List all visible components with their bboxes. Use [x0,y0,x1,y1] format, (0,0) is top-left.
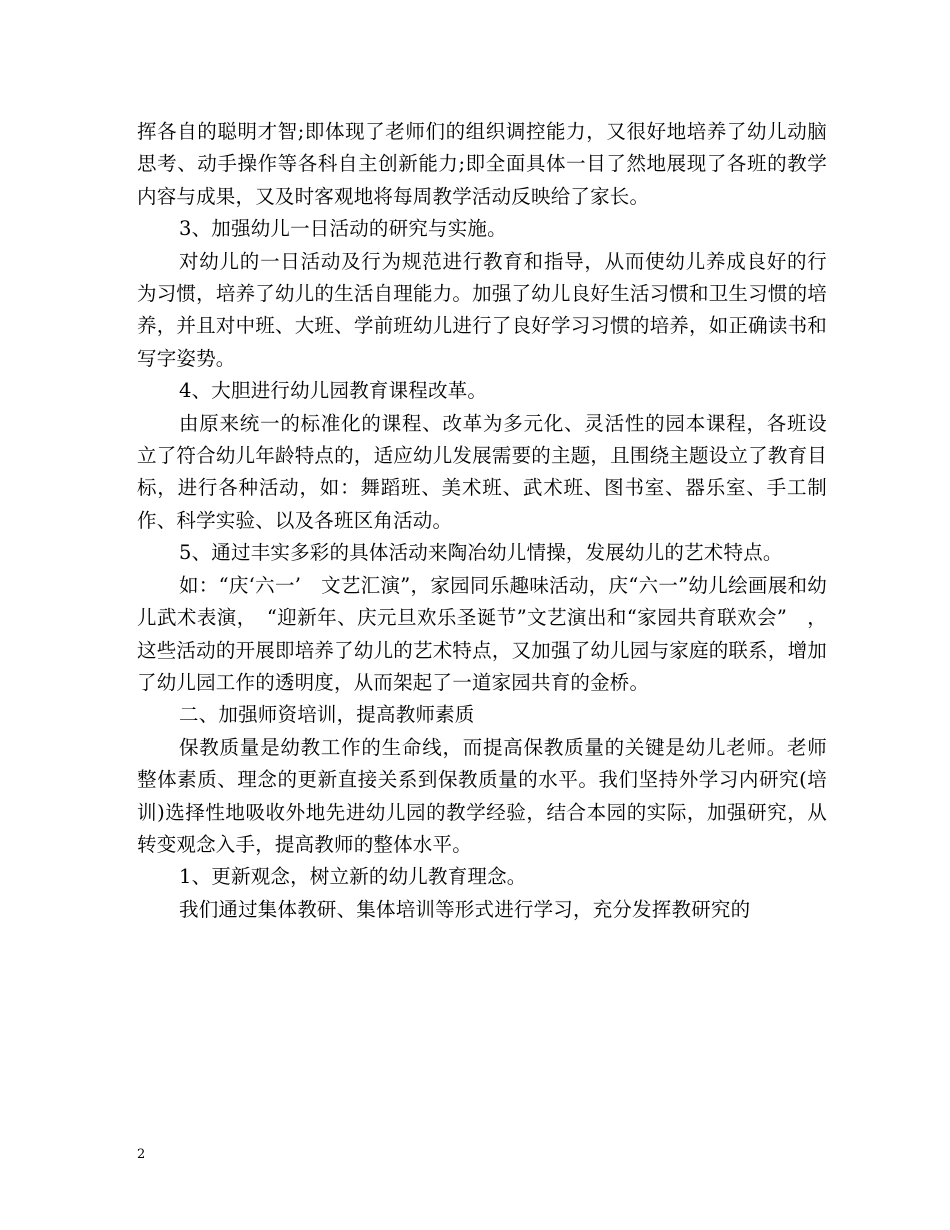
section-heading: 4、大胆进行幼儿园教育课程改革。 [179,379,488,403]
paragraph: 由原来统一的标准化的课程、改革为多元化、灵活性的园本课程，各班设立了符合幼儿年龄特点的，适应幼儿发展需要的主题，且围绕主题设立了教育目标，进行各种活动，如：舞蹈班、美术班、武术班、图书室、器乐室、手工制作、科学实验、以及各班区角活动。 [137,411,827,532]
page-number: 2 [137,1147,146,1162]
document-body [137,116,827,926]
section-heading: 3、加强幼儿一日活动的研究与实施。 [179,217,507,241]
chapter-heading: 二、加强师资培训，提高教师素质 [179,703,475,727]
section-heading: 1、更新观念，树立新的幼儿教育理念。 [179,865,527,889]
paragraph: 保教质量是幼教工作的生命线，而提高保教质量的关键是幼儿老师。老师整体素质、理念的更新直接关系到保教质量的水平。我们坚持外学习内研究(培训)选择性地吸收外地先进幼儿园的教学经验，结合本园的实际，加强研究，从转变观念入手，提高教师的整体水平。 [137,735,827,856]
paragraph: 挥各自的聪明才智;即体现了老师们的组织调控能力，又很好地培养了幼儿动脑思考、动手操作等各科自主创新能力;即全面具体一目了然地展现了各班的教学内容与成果，又及时客观地将每周教学活动反映给了家长。 [137,120,827,208]
section-heading: 5、通过丰实多彩的具体活动来陶冶幼儿情操，发展幼儿的艺术特点。 [179,541,783,565]
paragraph: 我们通过集体教研、集体培训等形式进行学习，充分发挥教研究的 [179,897,751,921]
paragraph: 如：“庆‘六一’ 文艺汇演”，家园同乐趣味活动，庆“六一”幼儿绘画展和幼儿武术表演， “迎新年、庆元旦欢乐圣诞节”文艺演出和“家园共育联欢会” ，这些活动的开展即培养了幼儿的艺术特点，又加强了幼儿园与家庭的联系，增加了幼儿园工作的透明度，从而架起了一道家园共育的金桥。 [137,573,827,694]
paragraph: 对幼儿的一日活动及行为规范进行教育和指导，从而使幼儿养成良好的行为习惯，培养了幼儿的生活自理能力。加强了幼儿良好生活习惯和卫生习惯的培养，并且对中班、大班、学前班幼儿进行了良好学习习惯的培养，如正确读书和写字姿势。 [137,249,827,370]
